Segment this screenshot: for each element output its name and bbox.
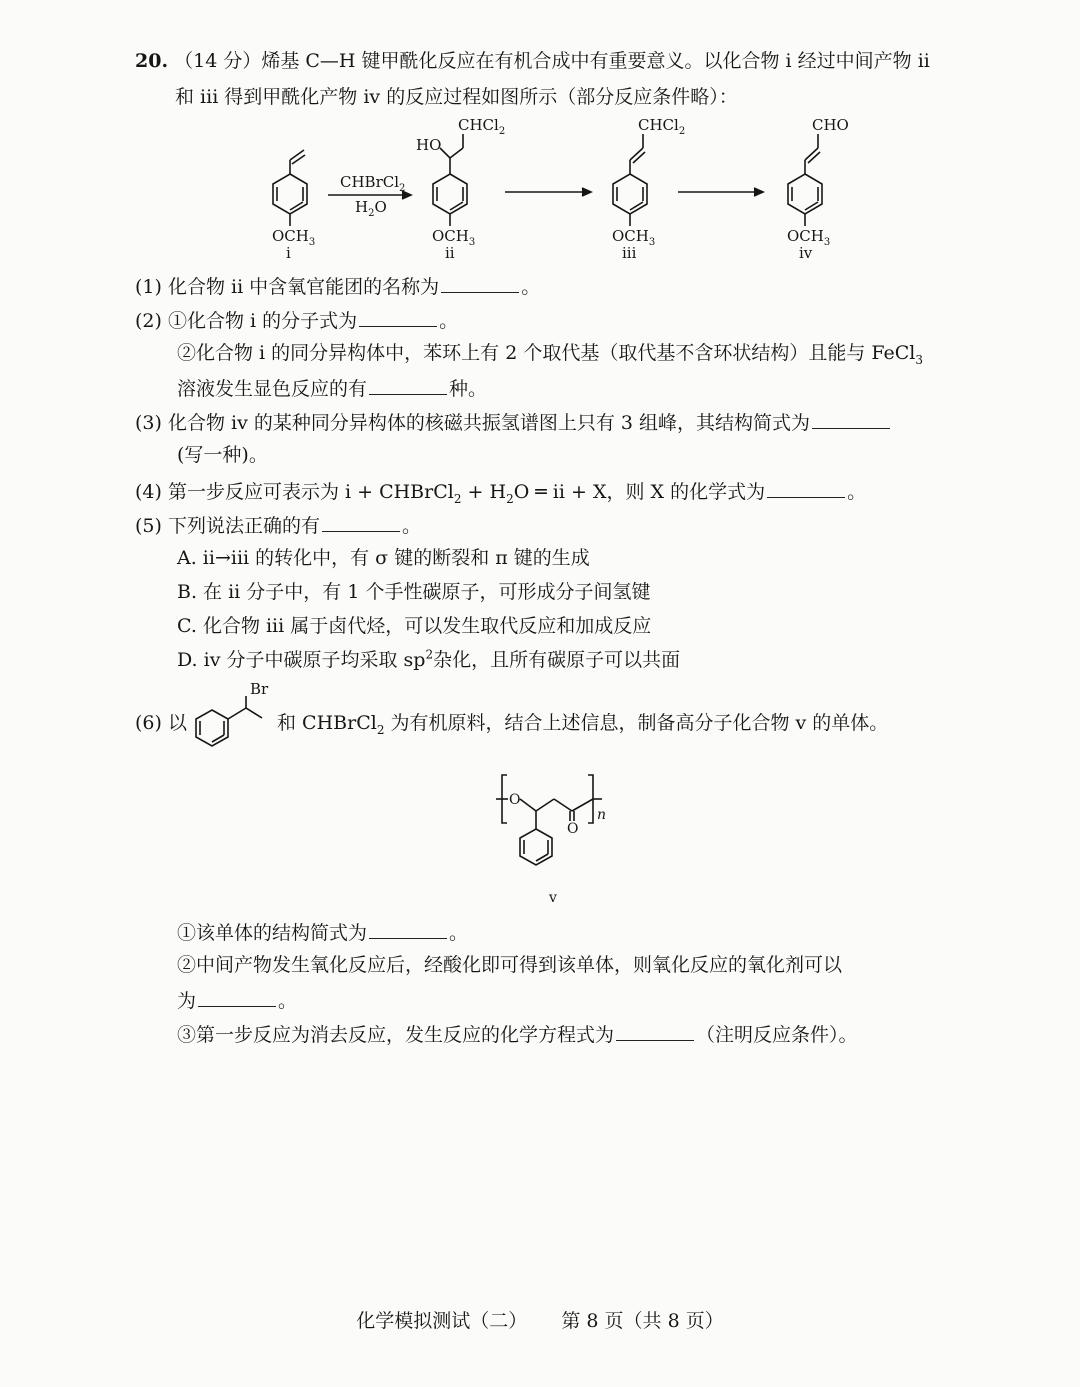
part-1: (1) 化合物 ii 中含氧官能团的名称为 。 — [135, 272, 540, 300]
svg-text:OCH3: $OCH_3$ — [787, 227, 831, 248]
part-2a: (2) ①化合物 i 的分子式为 。 — [135, 306, 458, 334]
cho-iv: CHO — [812, 116, 849, 134]
question-points: （14 分） — [174, 50, 262, 72]
svg-text:H2O: $H_2O$ — [355, 198, 387, 219]
svg-text:OCH3: $OCH_3$ — [272, 227, 316, 248]
answer-blank-5[interactable] — [322, 511, 400, 532]
ring-compound-iii — [613, 134, 647, 226]
question-number: 20. — [135, 50, 169, 72]
option-a: A. ii→iii 的转化中，有 σ 键的断裂和 π 键的生成 — [177, 547, 590, 569]
part-5: (5) 下列说法正确的有 。 — [135, 511, 421, 539]
label-i: i — [286, 244, 291, 262]
reagent-chbrcl2: CHBrCl — [340, 173, 400, 191]
ome-iii: OCH — [612, 227, 649, 245]
svg-text:OCH3: $OCH_3$ — [612, 227, 656, 248]
page-footer — [0, 1306, 1080, 1333]
part-3a: (3) 化合物 iv 的某种同分异构体的核磁共振氢谱图上只有 3 组峰，其结构简式为 — [135, 408, 892, 436]
polymer-o: O — [509, 792, 521, 808]
reagent-h2o: H — [355, 198, 369, 216]
answer-blank-6-1[interactable] — [369, 918, 447, 939]
chcl2-ii: CHCl — [458, 116, 499, 134]
ome-i: OCH — [272, 227, 309, 245]
ome-iv: OCH — [787, 227, 824, 245]
carbonyl-o: O — [567, 821, 579, 837]
polymer-n: n — [597, 807, 607, 823]
answer-blank-3[interactable] — [812, 408, 890, 429]
option-b: B. 在 ii 分子中，有 1 个手性碳原子，可形成分子间氢键 — [177, 581, 651, 603]
part-6-3: ③第一步反应为消去反应，发生反应的化学方程式为 （注明反应条件）。 — [177, 1020, 858, 1048]
part-3b: (写一种)。 — [177, 444, 268, 466]
label-iv: iv — [799, 244, 813, 262]
footer-title: 化学模拟测试（二） — [356, 1310, 528, 1332]
part-6-2b: 为 。 — [177, 986, 297, 1014]
svg-text:CHCl2: CHCl$_2$ — [638, 116, 686, 137]
answer-blank-1[interactable] — [441, 272, 519, 293]
part-6-2a: ②中间产物发生氧化反应后，经酸化即可得到该单体，则氧化反应的氧化剂可以 — [177, 954, 843, 976]
polymer-v-structure — [490, 765, 620, 905]
question-intro-2: 和 iii 得到甲酰化产物 iv 的反应过程如图所示（部分反应条件略）： — [175, 86, 738, 108]
footer-page: 第 8 页（共 8 页） — [561, 1310, 724, 1332]
br-label: Br — [250, 680, 269, 698]
label-iii: iii — [622, 244, 637, 262]
option-c: C. 化合物 iii 属于卤代烃，可以发生取代反应和加成反应 — [177, 615, 652, 637]
ome-ii: OCH — [432, 227, 469, 245]
ring-compound-i — [273, 150, 307, 226]
svg-text:OCH3: $OCH_3$ — [432, 227, 476, 248]
part-6-1: ①该单体的结构简式为 。 — [177, 918, 468, 946]
answer-blank-4[interactable] — [767, 477, 845, 498]
chcl2-iii: CHCl — [638, 116, 679, 134]
part-6-text: 和 CHBrCl$_2$ 为有机原料，结合上述信息，制备高分子化合物 v 的单体。 — [277, 712, 889, 737]
benzyl-bromide-structure — [190, 680, 280, 755]
answer-blank-2b[interactable] — [369, 374, 447, 395]
ho-ii: HO — [416, 136, 442, 154]
part-6-prefix: (6) 以 — [135, 712, 187, 734]
answer-blank-6-2[interactable] — [198, 986, 276, 1007]
part-2b: ②化合物 i 的同分异构体中，苯环上有 2 个取代基（取代基不含环状结构）且能与 FeCl$_3$ — [177, 342, 924, 367]
reaction-scheme — [250, 112, 870, 264]
option-d: D. iv 分子中碳原子均采取 $sp^2$杂化，且所有碳原子可以共面 — [177, 647, 681, 671]
polymer-label-v: v — [549, 890, 557, 905]
label-ii: ii — [445, 244, 455, 262]
question-header — [135, 48, 930, 74]
part-2c: 溶液发生显色反应的有 种。 — [177, 374, 487, 402]
ring-compound-iv — [788, 134, 822, 226]
part-4: (4) 第一步反应可表示为 i + CHBrCl$_2$ + $H_2O$ ═ ii + X，则 X 的化学式为 。 — [135, 477, 866, 505]
svg-text:CHBrCl2: CHBrCl$_2$ — [340, 173, 406, 194]
question-intro-1: 烯基 C—H 键甲酰化反应在有机合成中有重要意义。以化合物 i 经过中间产物 ii — [261, 50, 930, 72]
answer-blank-6-3[interactable] — [616, 1020, 694, 1041]
svg-text:CHCl2: CHCl$_2$ — [458, 116, 506, 137]
answer-blank-2a[interactable] — [359, 306, 437, 327]
